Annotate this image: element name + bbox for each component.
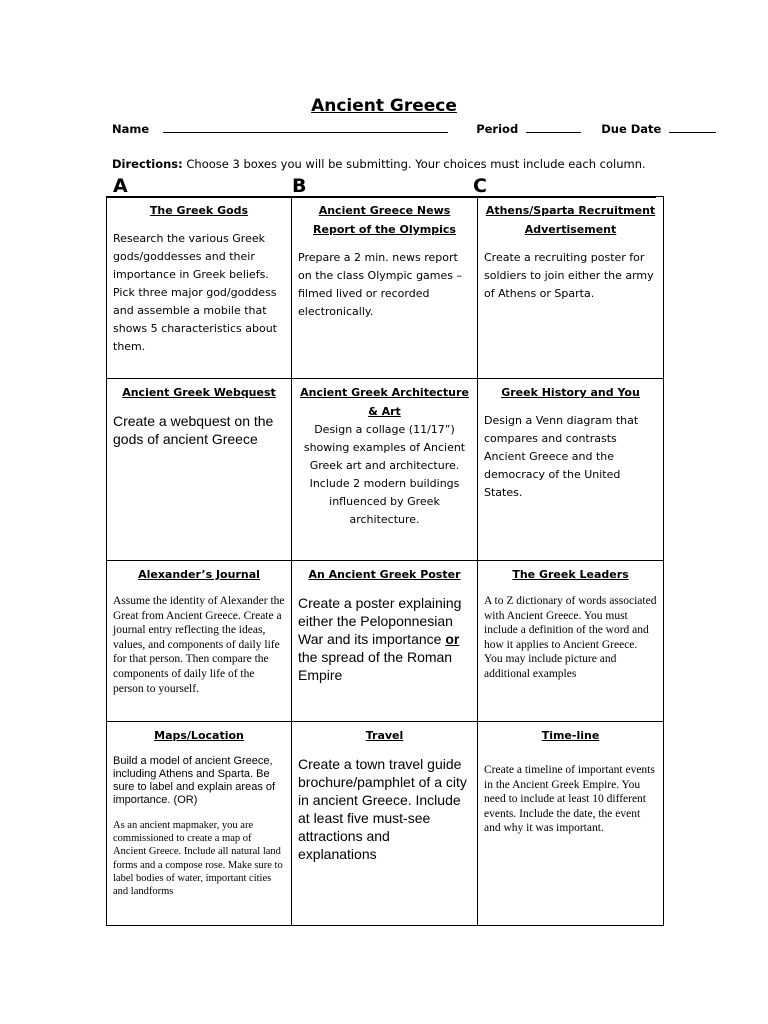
due-date-label: Due Date xyxy=(601,122,662,136)
cell-title: The Greek Gods xyxy=(149,204,249,217)
cell-body-part: the spread of the Roman Empire xyxy=(298,649,453,683)
board-cell xyxy=(478,379,664,561)
cell-body: Research the various Greek gods/goddesses and their importance in Greek beliefs. Pick three major god/goddess and assemble a mobile that shows 5 characteristics about them. xyxy=(113,232,277,353)
board-cell xyxy=(292,197,478,379)
period-label: Period xyxy=(476,122,519,136)
cell-body: Build a model of ancient Greece, including Athens and Sparta. Be sure to label and explain areas of importance. (OR) xyxy=(113,755,276,806)
cell-body xyxy=(298,594,471,684)
cell-body-alt: As an ancient mapmaker, you are commissioned to create a map of Ancient Greece. Include all natural land forms and a compose rose. Make sure to label bodies of water, important cities and landforms xyxy=(113,820,283,898)
column-letter-b: B xyxy=(292,175,307,197)
cell-body: Create a town travel guide brochure/pamphlet of a city in ancient Greece. Include at least five must-see attractions and explanations xyxy=(298,756,467,862)
cell-body: Prepare a 2 min. news report on the class Olympic games – filmed lived or recorded electronically. xyxy=(298,251,463,318)
cell-title: Ancient Greek Webquest xyxy=(122,386,276,399)
column-letter-a: A xyxy=(113,175,128,197)
cell-title: Ancient Greek Architecture & Art xyxy=(300,386,469,418)
cell-title: Travel xyxy=(365,729,404,742)
cell-title: Time-line xyxy=(541,729,600,742)
board-cell xyxy=(107,722,292,926)
cell-body: Assume the identity of Alexander the Great from Ancient Greece. Create a journal entry reflecting the ideas, values, and components of daily life for that person. Then compare the components of daily life of the person to yourself. xyxy=(113,595,285,695)
directions xyxy=(112,157,672,171)
directions-text: Choose 3 boxes you will be submitting. Your choices must include each column. xyxy=(186,157,646,171)
due-date-blank xyxy=(669,121,716,133)
board-cell xyxy=(107,379,292,561)
cell-title: An Ancient Greek Poster xyxy=(308,568,461,581)
cell-body: Create a timeline of important events in the Ancient Greek Empire. You need to include at least 10 different events. Include the date, the event and why it was important. xyxy=(484,764,655,835)
board-row xyxy=(107,722,664,926)
board-cell xyxy=(107,561,292,722)
cell-title: Greek History and You xyxy=(501,386,640,399)
cell-title: Ancient Greece News Report of the Olympics xyxy=(313,204,456,236)
choice-board xyxy=(106,196,664,926)
cell-body: A to Z dictionary of words associated with Ancient Greece. You must include a definition of the word and how it applies to Ancient Greece. You may include picture and additional examples xyxy=(484,595,657,680)
board-cell xyxy=(292,561,478,722)
cell-body-part: Create a poster explaining either the Peloponnesian War and its importance xyxy=(298,595,462,647)
cell-title: The Greek Leaders xyxy=(512,568,629,581)
directions-label: Directions: xyxy=(112,157,183,171)
cell-title: Athens/Sparta Recruitment Advertisement xyxy=(485,204,656,236)
or-emphasis: or xyxy=(445,631,460,647)
period-blank xyxy=(526,121,581,133)
cell-title: Maps/Location xyxy=(154,729,244,742)
cell-body: Design a Venn diagram that compares and contrasts Ancient Greece and the democracy of the United States. xyxy=(484,414,639,499)
name-blank xyxy=(163,121,448,133)
cell-body: Create a recruiting poster for soldiers to join either the army of Athens or Sparta. xyxy=(484,251,654,300)
page-title: Ancient Greece xyxy=(311,96,457,116)
cell-title: Alexander’s Journal xyxy=(138,568,260,581)
board-cell xyxy=(107,197,292,379)
cell-body: Design a collage (11/17”) showing examples of Ancient Greek art and architecture. Include 2 modern buildings influenced by Greek architecture. xyxy=(303,423,466,526)
name-label: Name xyxy=(112,122,150,136)
cell-body: Create a webquest on the gods of ancient Greece xyxy=(113,413,274,447)
board-cell xyxy=(478,197,664,379)
board-row xyxy=(107,561,664,722)
board-cell xyxy=(478,561,664,722)
board-cell xyxy=(292,379,478,561)
board-row xyxy=(107,197,664,379)
student-info-line xyxy=(112,121,672,136)
board-cell xyxy=(292,722,478,926)
column-letter-c: C xyxy=(473,175,487,197)
board-row xyxy=(107,379,664,561)
board-cell xyxy=(478,722,664,926)
